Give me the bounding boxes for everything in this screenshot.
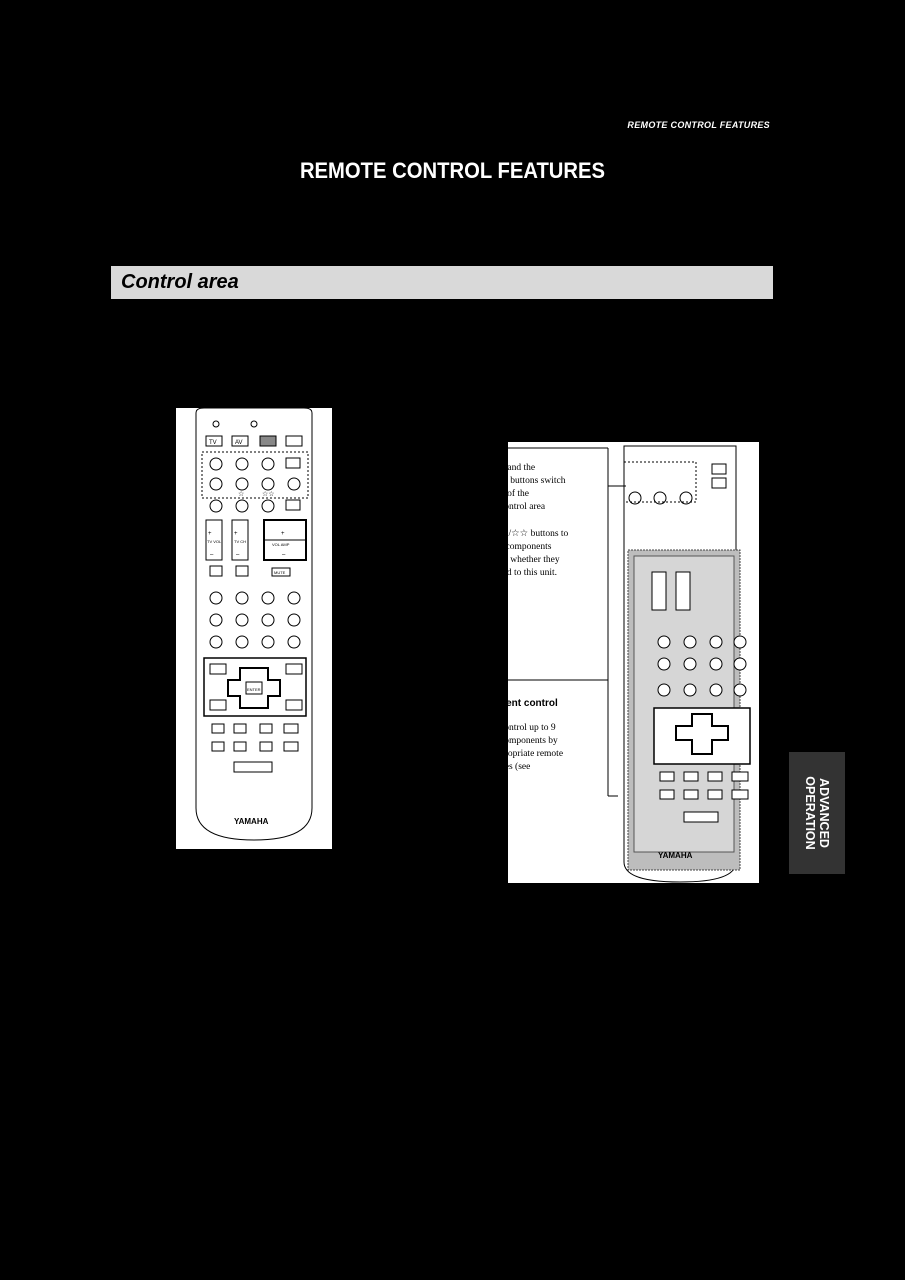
star1-label: ☆ (238, 491, 245, 498)
remote-figure-right (456, 442, 759, 883)
yamaha-logo: YAMAHA (234, 817, 269, 826)
tv-ch-label: TV CH (234, 539, 246, 544)
yamaha-logo: YAMAHA (658, 851, 693, 860)
side-tab-label: ADVANCED OPERATION (803, 776, 831, 850)
text-line: control up to 9 (500, 723, 556, 733)
tv-button-label: TV (209, 440, 217, 446)
section-heading: Control area (121, 271, 239, 293)
text-line: r components (500, 542, 552, 552)
remote-illustration (176, 408, 332, 849)
text-line: control area (500, 502, 546, 512)
stacked-remotes-illustration (508, 442, 759, 883)
text-line: n of the (500, 489, 530, 499)
plus-label: + (234, 531, 238, 537)
text-line: or buttons switch (500, 476, 566, 486)
text-line: of whether they (500, 555, 560, 565)
plus-label: + (281, 531, 285, 537)
page-title: REMOTE CONTROL FEATURES (299, 158, 606, 183)
text-line: ted to this unit. (500, 568, 557, 578)
av-button-label: AV (235, 440, 243, 446)
text-line: ☆/☆☆ buttons to (500, 529, 569, 539)
text-subhead: nent control (500, 698, 558, 709)
text-line: ☆/☆☆ ttons and the (456, 463, 536, 473)
enter-label: ENTER (247, 687, 261, 692)
plus-label: + (208, 531, 212, 537)
minus-label: – (210, 552, 214, 558)
minus-label: – (236, 552, 240, 558)
section-heading-band (111, 266, 773, 299)
text-line: propriate remote (500, 749, 564, 759)
vol-amp-label: VOL AMP (272, 542, 290, 547)
tv-vol-label: TV VOL (207, 539, 222, 544)
minus-label: – (282, 552, 286, 558)
mute-label: MUTE (274, 570, 286, 575)
star2-label: ☆☆ (262, 491, 275, 498)
remote-figure-left (176, 408, 332, 849)
text-line: components by (500, 736, 558, 746)
running-header: REMOTE CONTROL FEATURES (627, 120, 770, 130)
text-line: des (see (500, 762, 531, 772)
